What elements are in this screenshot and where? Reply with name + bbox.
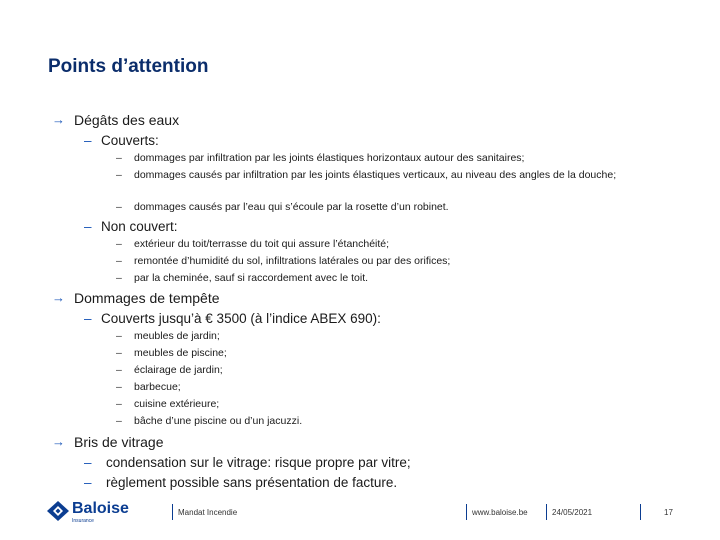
sub-label: Couverts jusqu’à € 3500 (à l’indice ABEX 690): xyxy=(101,311,381,326)
footer-divider xyxy=(640,504,641,520)
dash-icon: – xyxy=(116,364,122,376)
dash-icon: – xyxy=(116,272,122,284)
arrow-icon: → xyxy=(52,290,65,305)
section-label: Dégâts des eaux xyxy=(74,112,180,128)
footer-date: 24/05/2021 xyxy=(552,508,593,517)
dash-icon: – xyxy=(116,398,122,410)
sub-label: règlement possible sans présentation de facture. xyxy=(106,475,398,490)
baloise-logo-icon xyxy=(46,500,70,522)
arrow-icon: → xyxy=(52,434,65,449)
dash-icon: – xyxy=(116,169,122,181)
footer-divider xyxy=(172,504,173,520)
dash-icon: – xyxy=(84,475,92,490)
dash-icon: – xyxy=(84,455,92,470)
dash-icon: – xyxy=(84,219,92,234)
dash-icon: – xyxy=(116,347,122,359)
dash-icon: – xyxy=(116,201,122,213)
section-label: Bris de vitrage xyxy=(74,434,164,450)
sub-label: condensation sur le vitrage: risque propre par vitre; xyxy=(106,455,411,470)
dash-icon: – xyxy=(116,255,122,267)
footer-divider xyxy=(546,504,547,520)
page-title: Points d’attention xyxy=(48,56,209,77)
page-number: 17 xyxy=(664,508,673,517)
logo-subtext: Insurance xyxy=(72,518,94,524)
footer-left-text: Mandat Incendie xyxy=(178,508,238,517)
sub-label: Couverts: xyxy=(101,133,159,148)
footer-url: www.baloise.be xyxy=(472,508,528,517)
dash-icon: – xyxy=(116,415,122,427)
dash-icon: – xyxy=(84,311,92,326)
arrow-icon: → xyxy=(52,112,65,127)
dash-icon: – xyxy=(116,152,122,164)
dash-icon: – xyxy=(116,381,122,393)
footer xyxy=(0,498,720,528)
logo-text: Baloise xyxy=(72,500,129,517)
baloise-logo xyxy=(46,500,129,527)
sub-label: Non couvert: xyxy=(101,219,178,234)
dash-icon: – xyxy=(84,133,92,148)
section-label: Dommages de tempête xyxy=(74,290,220,306)
dash-icon: – xyxy=(116,238,122,250)
dash-icon: – xyxy=(116,330,122,342)
footer-divider xyxy=(466,504,467,520)
